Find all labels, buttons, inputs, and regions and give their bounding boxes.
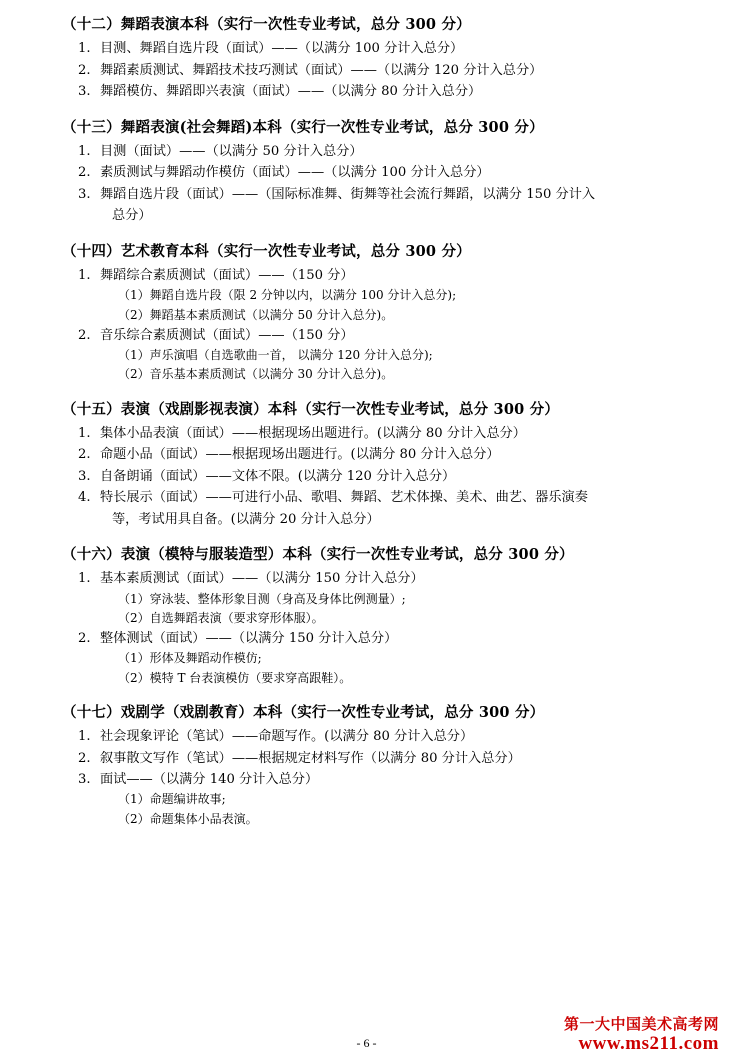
document-section [62, 702, 675, 829]
document-section [62, 544, 675, 688]
sub-list-item: （1）舞蹈自选片段（限 2 分钟以内，以满分 100 分计入总分); [118, 288, 457, 303]
sub-list-item: （1）形体及舞蹈动作模仿; [118, 651, 262, 666]
list-item-text: 舞蹈自选片段（面试）——（国际标准舞、街舞等社会流行舞蹈，以满分 150 分计入 [100, 186, 596, 202]
section-heading: （十二）舞蹈表演本科（实行一次性专业考试，总分 300 分） [62, 16, 471, 33]
page-number: - 6 - [356, 1036, 377, 1050]
list-item-number: 2. [78, 165, 91, 181]
list-item-number: 3. [78, 84, 91, 100]
document-section [62, 117, 675, 227]
watermark-site-name: 第一大中国美术高考网 [563, 1014, 719, 1033]
section-heading: （十七）戏剧学（戏剧教育）本科（实行一次性专业考试，总分 300 分） [62, 703, 545, 721]
list-item-number: 1. [78, 144, 91, 160]
list-item [74, 184, 675, 205]
list-item [74, 628, 675, 649]
list-item-text: 舞蹈综合素质测试（面试）——（150 分） [100, 268, 354, 284]
list-item-text: 面试——（以满分 140 分计入总分） [100, 772, 319, 788]
list-item-number: 2. [78, 62, 91, 78]
watermark-url: www.ms211.com [578, 1033, 719, 1055]
list-item-text: 舞蹈模仿、舞蹈即兴表演（面试）——（以满分 80 分计入总分） [100, 84, 482, 100]
list-item-number: 2. [78, 447, 91, 463]
list-item [74, 487, 675, 508]
list-item-number: 1. [78, 426, 91, 441]
document-section [62, 241, 675, 385]
list-item-text: 特长展示（面试）——可进行小品、歌唱、舞蹈、艺术体操、美术、曲艺、器乐演奏 [100, 490, 588, 506]
section-heading: （十三）舞蹈表演(社会舞蹈)本科（实行一次性专业考试，总分 300 分） [62, 118, 544, 136]
list-item [74, 60, 675, 81]
list-item-text: 目测（面试）——（以满分 50 分计入总分） [100, 144, 363, 160]
list-item-text: 社会现象评论（笔试）——命题写作。(以满分 80 分计入总分） [100, 729, 474, 745]
list-item-number: 1. [78, 268, 91, 284]
list-item-number: 2. [78, 750, 91, 766]
section-heading: （十四）艺术教育本科（实行一次性专业考试，总分 300 分） [62, 242, 471, 260]
sub-list-item: （1）声乐演唱（自选歌曲一首， 以满分 120 分计入总分); [118, 348, 433, 363]
list-item [74, 325, 675, 346]
list-item [74, 466, 675, 487]
sub-list-item: （1）命题编讲故事; [118, 792, 226, 807]
sub-list-item: （2）音乐基本素质测试（以满分 30 分计入总分)。 [118, 367, 394, 382]
sub-list-item: （2）命题集体小品表演。 [118, 811, 258, 826]
list-item [74, 141, 675, 162]
section-heading: （十五）表演（戏剧影视表演）本科（实行一次性专业考试，总分 300 分） [62, 400, 560, 418]
list-item-text: 舞蹈素质测试、舞蹈技术技巧测试（面试）——（以满分 120 分计入总分） [100, 62, 543, 78]
list-item-continuation: 等，考试用具自备。(以满分 20 分计入总分） [112, 511, 380, 527]
sections-container [62, 14, 675, 829]
list-item-text: 叙事散文写作（笔试）——根据规定材料写作（以满分 80 分计入总分） [100, 750, 521, 766]
sub-list-item: （2）自选舞蹈表演（要求穿形体服）。 [118, 610, 324, 625]
list-item-text: 命题小品（面试）——根据现场出题进行。(以满分 80 分计入总分） [100, 447, 500, 463]
list-item-number: 3. [78, 772, 91, 788]
list-item [74, 568, 675, 589]
list-item-text: 素质测试与舞蹈动作模仿（面试）——（以满分 100 分计入总分） [100, 165, 490, 181]
list-item-number: 2. [78, 631, 91, 647]
list-item-number: 1. [78, 41, 91, 57]
list-item-number: 2. [78, 327, 91, 343]
list-item [74, 444, 675, 465]
document-section [62, 14, 675, 103]
document-section [62, 399, 675, 530]
list-item [74, 265, 675, 286]
watermark [564, 1016, 719, 1055]
list-item [74, 769, 675, 790]
list-item [74, 81, 675, 102]
list-item-number: 3. [78, 186, 91, 202]
list-item [74, 162, 675, 183]
list-item-text: 整体测试（面试）——（以满分 150 分计入总分） [100, 631, 398, 647]
sub-list-item: （1）穿泳装、整体形象目测（身高及身体比例测量）; [118, 591, 406, 606]
list-item-number: 3. [78, 468, 91, 484]
list-item [74, 748, 675, 769]
list-item-number: 4. [78, 490, 91, 506]
list-item-continuation: 总分） [112, 208, 152, 224]
list-item-number: 1. [78, 729, 91, 745]
list-item-text: 基本素质测试（面试）——（以满分 150 分计入总分） [100, 571, 424, 587]
list-item [74, 423, 675, 444]
section-heading: （十六）表演（模特与服装造型）本科（实行一次性专业考试，总分 300 分） [62, 545, 574, 563]
list-item-number: 1. [78, 571, 91, 587]
sub-list-item: （2）模特 T 台表演模仿（要求穿高跟鞋）。 [118, 670, 352, 685]
sub-list-item: （2）舞蹈基本素质测试（以满分 50 分计入总分)。 [118, 307, 394, 322]
list-item-text: 集体小品表演（面试）——根据现场出题进行。(以满分 80 分计入总分） [100, 426, 526, 441]
list-item-text: 自备朗诵（面试）——文体不限。(以满分 120 分计入总分） [100, 468, 456, 484]
list-item [74, 38, 675, 59]
list-item-text: 目测、舞蹈自选片段（面试）——（以满分 100 分计入总分） [100, 41, 464, 57]
list-item-text: 音乐综合素质测试（面试）——（150 分） [100, 327, 354, 343]
list-item [74, 726, 675, 747]
